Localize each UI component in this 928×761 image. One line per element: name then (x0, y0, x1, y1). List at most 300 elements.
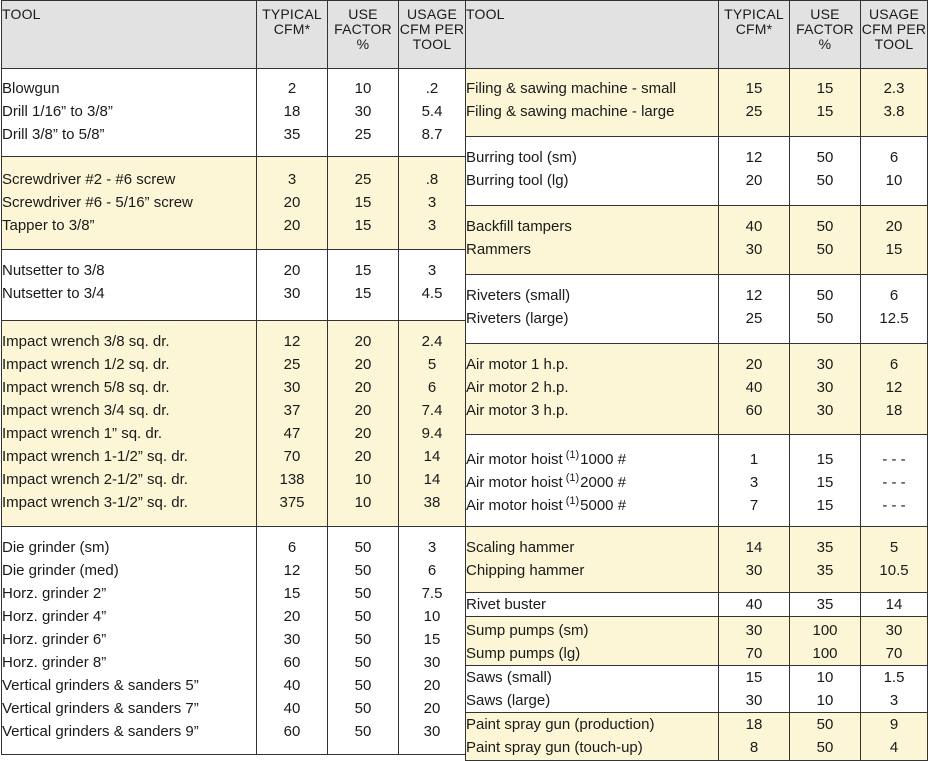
tool-name: Impact wrench 5/8 sq. dr. (2, 379, 170, 396)
tool-name: Nutsetter to 3/4 (2, 285, 105, 302)
tool-name: Saws (small) (466, 669, 552, 686)
usage-cfm-value: 3 (427, 217, 437, 234)
usage-cfm-value: 6 (427, 379, 437, 396)
tool-name: Saws (large) (466, 692, 551, 709)
use-factor-value: 50 (816, 287, 834, 304)
usage-cfm-value: - - - (882, 474, 906, 491)
use-factor-value: 15 (354, 285, 372, 302)
usage-cfm-cell (399, 527, 466, 755)
header-line: TOOL (874, 36, 914, 52)
tool-name: Impact wrench 2-1/2” sq. dr. (2, 471, 188, 488)
tool-name: Drill 3/8” to 5/8” (2, 126, 105, 143)
use-factor-value: 50 (354, 677, 372, 694)
typical-cfm-cell (719, 206, 790, 275)
tool-cell (466, 206, 719, 275)
tool-name: Impact wrench 1” sq. dr. (2, 425, 163, 442)
use-factor-value: 100 (812, 645, 838, 662)
header-line: % (356, 36, 370, 52)
use-factor-value: 15 (816, 497, 834, 514)
tool-cell (466, 617, 719, 666)
tool-cell (2, 157, 257, 250)
table-row-group (466, 275, 928, 344)
typical-cfm-value: 18 (283, 103, 301, 120)
tool-name (466, 494, 718, 517)
typical-cfm-value: 30 (745, 692, 763, 709)
tool-name: Vertical grinders & sanders 5” (2, 677, 199, 694)
header-tool (2, 1, 257, 69)
use-factor-value: 35 (816, 596, 834, 613)
table-row-group (2, 527, 466, 755)
tool-name: Sump pumps (sm) (466, 622, 589, 639)
typical-cfm-value: 60 (745, 402, 763, 419)
use-factor-value: 50 (354, 562, 372, 579)
usage-cfm-value: 9.4 (421, 425, 443, 442)
use-factor-value: 50 (816, 716, 834, 733)
tool-name: Air motor 2 h.p. (466, 379, 569, 396)
typical-cfm-cell (719, 435, 790, 527)
header-tool (466, 1, 719, 69)
typical-cfm-value: 40 (283, 700, 301, 717)
table-row-group (2, 321, 466, 527)
use-factor-value: 20 (354, 425, 372, 442)
typical-cfm-value: 12 (745, 287, 763, 304)
typical-cfm-value: 37 (283, 402, 301, 419)
use-factor-value: 15 (816, 451, 834, 468)
typical-cfm-cell (719, 713, 790, 761)
table-row-group (2, 250, 466, 321)
tool-name: Filing & sawing machine - large (466, 103, 675, 120)
usage-cfm-value: 20 (885, 218, 903, 235)
table-row-group (466, 137, 928, 206)
typical-cfm-value: 6 (287, 539, 297, 556)
typical-cfm-value: 60 (283, 654, 301, 671)
use-factor-cell (790, 275, 861, 344)
typical-cfm-cell (719, 527, 790, 593)
usage-cfm-value: 3 (889, 692, 899, 709)
use-factor-value: 20 (354, 402, 372, 419)
use-factor-value: 50 (816, 149, 834, 166)
use-factor-value: 50 (354, 654, 372, 671)
typical-cfm-value: 12 (283, 562, 301, 579)
table-row-group (466, 435, 928, 527)
typical-cfm-value: 30 (745, 241, 763, 258)
tool-name: Rammers (466, 241, 532, 258)
usage-cfm-value: 14 (423, 471, 441, 488)
tool-cell (466, 593, 719, 617)
usage-cfm-value: 20 (423, 677, 441, 694)
typical-cfm-cell (257, 69, 328, 157)
use-factor-cell (790, 137, 861, 206)
usage-cfm-value: 6 (889, 287, 899, 304)
typical-cfm-value: 15 (283, 585, 301, 602)
usage-cfm-value: 7.4 (421, 402, 443, 419)
usage-cfm-value: 5 (427, 356, 437, 373)
table-row-group (466, 617, 928, 666)
usage-cfm-cell (861, 344, 928, 435)
usage-cfm-value: 70 (885, 645, 903, 662)
typical-cfm-value: 20 (283, 217, 301, 234)
use-factor-value: 50 (354, 723, 372, 740)
typical-cfm-value: 30 (745, 622, 763, 639)
use-factor-value: 15 (354, 194, 372, 211)
usage-cfm-value: 3 (427, 194, 437, 211)
usage-cfm-value: 15 (423, 631, 441, 648)
typical-cfm-cell (719, 617, 790, 666)
usage-cfm-cell (861, 666, 928, 713)
typical-cfm-value: 20 (283, 262, 301, 279)
typical-cfm-value: 18 (745, 716, 763, 733)
typical-cfm-value: 20 (283, 194, 301, 211)
usage-cfm-value: 38 (423, 494, 441, 511)
table-row-group (466, 527, 928, 593)
header-line: TYPICAL (724, 6, 784, 22)
usage-cfm-value: .2 (425, 80, 439, 97)
typical-cfm-value: 25 (283, 356, 301, 373)
use-factor-value: 25 (354, 126, 372, 143)
typical-cfm-value: 35 (283, 126, 301, 143)
use-factor-cell (328, 527, 399, 755)
use-factor-value: 30 (816, 356, 834, 373)
typical-cfm-value: 20 (745, 172, 763, 189)
use-factor-value: 15 (816, 474, 834, 491)
usage-cfm-value: .8 (425, 171, 439, 188)
usage-cfm-cell (861, 593, 928, 617)
usage-cfm-cell (861, 617, 928, 666)
use-factor-cell (790, 713, 861, 761)
typical-cfm-value: 20 (745, 356, 763, 373)
use-factor-value: 30 (354, 103, 372, 120)
tool-name: Nutsetter to 3/8 (2, 262, 105, 279)
tool-name: Paint spray gun (production) (466, 716, 655, 733)
tool-name: Vertical grinders & sanders 9” (2, 723, 199, 740)
typical-cfm-value: 20 (283, 608, 301, 625)
tool-cell (466, 275, 719, 344)
use-factor-cell (790, 527, 861, 593)
tool-name: Horz. grinder 8” (2, 654, 107, 671)
usage-cfm-value: 1.5 (883, 669, 905, 686)
usage-cfm-value: 14 (885, 596, 903, 613)
table-row-group (2, 157, 466, 250)
usage-cfm-value: 2.4 (421, 333, 443, 350)
use-factor-cell (328, 69, 399, 157)
header-line: FACTOR (334, 21, 392, 37)
typical-cfm-value: 40 (283, 677, 301, 694)
tool-name: Paint spray gun (touch-up) (466, 739, 643, 756)
usage-cfm-cell (861, 435, 928, 527)
header-line: CFM* (735, 21, 773, 37)
usage-cfm-value: 5.4 (421, 103, 443, 120)
tool-name: Tapper to 3/8” (2, 217, 95, 234)
usage-cfm-value: 3 (427, 539, 437, 556)
use-factor-value: 10 (354, 494, 372, 511)
typical-cfm-value: 30 (283, 631, 301, 648)
tool-name: Sump pumps (lg) (466, 645, 581, 662)
tool-name: Air motor 1 h.p. (466, 356, 569, 373)
tool-name: Riveters (small) (466, 287, 571, 304)
tool-name: Screwdriver #2 - #6 screw (2, 171, 176, 188)
usage-cfm-cell (861, 137, 928, 206)
table-row-group (2, 69, 466, 157)
table-row-group (466, 713, 928, 761)
usage-cfm-value: 4.5 (421, 285, 443, 302)
usage-cfm-value: 2.3 (883, 80, 905, 97)
header-line: USE (810, 6, 840, 22)
tool-cell (466, 69, 719, 137)
typical-cfm-value: 7 (749, 497, 759, 514)
header-tool-label: TOOL (466, 6, 505, 22)
tool-cell (466, 713, 719, 761)
typical-cfm-cell (719, 137, 790, 206)
tool-name: Burring tool (lg) (466, 172, 569, 189)
usage-cfm-value: 3.8 (883, 103, 905, 120)
tool-name: Blowgun (2, 80, 60, 97)
header-typical-cfm (719, 1, 790, 69)
table-row-group (466, 593, 928, 617)
tool-name-suffix: 5000 # (580, 497, 627, 514)
typical-cfm-value: 15 (745, 669, 763, 686)
typical-cfm-value: 3 (749, 474, 759, 491)
typical-cfm-cell (719, 666, 790, 713)
tool-name: Vertical grinders & sanders 7” (2, 700, 199, 717)
footnote-marker: (1) (565, 495, 580, 507)
tool-name: Filing & sawing machine - small (466, 80, 677, 97)
tool-name: Riveters (large) (466, 310, 569, 327)
use-factor-value: 30 (816, 402, 834, 419)
use-factor-value: 20 (354, 448, 372, 465)
tool-name-suffix: 1000 # (580, 451, 627, 468)
typical-cfm-value: 12 (745, 149, 763, 166)
tool-name: Screwdriver #6 - 5/16” screw (2, 194, 193, 211)
tool-name (466, 471, 718, 494)
usage-cfm-value: 20 (423, 700, 441, 717)
usage-cfm-value: 30 (423, 723, 441, 740)
header-line: CFM PER (399, 21, 465, 37)
tool-cell (2, 69, 257, 157)
use-factor-cell (790, 69, 861, 137)
tool-name: Impact wrench 3/8 sq. dr. (2, 333, 170, 350)
table-row-group (466, 69, 928, 137)
left-table-body (2, 69, 466, 755)
use-factor-value: 50 (354, 631, 372, 648)
tool-cell (466, 137, 719, 206)
tool-name: Die grinder (med) (2, 562, 119, 579)
typical-cfm-cell (257, 250, 328, 321)
usage-cfm-cell (399, 321, 466, 527)
tool-cell (2, 527, 257, 755)
typical-cfm-value: 40 (745, 218, 763, 235)
typical-cfm-value: 47 (283, 425, 301, 442)
tool-name: Backfill tampers (466, 218, 572, 235)
header-use-factor (328, 1, 399, 69)
use-factor-value: 50 (816, 218, 834, 235)
header-line: USAGE (868, 6, 919, 22)
tool-name (466, 448, 718, 471)
tool-name: Horz. grinder 6” (2, 631, 107, 648)
use-factor-value: 50 (354, 608, 372, 625)
header-line: USE (348, 6, 378, 22)
usage-cfm-value: 12.5 (879, 310, 909, 327)
use-factor-value: 10 (354, 471, 372, 488)
typical-cfm-value: 14 (745, 539, 763, 556)
typical-cfm-value: 60 (283, 723, 301, 740)
use-factor-value: 15 (354, 217, 372, 234)
header-line: CFM* (273, 21, 311, 37)
use-factor-value: 15 (354, 262, 372, 279)
usage-cfm-cell (861, 69, 928, 137)
typical-cfm-value: 30 (283, 285, 301, 302)
usage-cfm-value: 30 (423, 654, 441, 671)
header-line: TOOL (412, 36, 452, 52)
use-factor-value: 20 (354, 333, 372, 350)
usage-cfm-value: 18 (885, 402, 903, 419)
use-factor-value: 20 (354, 379, 372, 396)
header-line: USAGE (406, 6, 457, 22)
use-factor-value: 15 (816, 80, 834, 97)
header-tool-label: TOOL (2, 6, 41, 22)
right-table-body (466, 69, 928, 761)
typical-cfm-value: 138 (279, 471, 305, 488)
use-factor-value: 35 (816, 539, 834, 556)
use-factor-value: 50 (354, 539, 372, 556)
use-factor-value: 25 (354, 171, 372, 188)
header-row (466, 1, 928, 69)
table-row-group (466, 344, 928, 435)
use-factor-cell (790, 617, 861, 666)
usage-cfm-value: 12 (885, 379, 903, 396)
table-row-group (466, 206, 928, 275)
typical-cfm-value: 40 (745, 379, 763, 396)
header-typical-cfm (257, 1, 328, 69)
usage-cfm-value: 6 (427, 562, 437, 579)
usage-cfm-value: 14 (423, 448, 441, 465)
tool-name-text: Air motor hoist (466, 474, 563, 491)
tool-name-suffix: 2000 # (580, 474, 627, 491)
typical-cfm-value: 15 (745, 80, 763, 97)
tool-cell (2, 250, 257, 321)
header-usage-cfm (861, 1, 928, 69)
table-row-group (466, 666, 928, 713)
tool-name: Drill 1/16” to 3/8” (2, 103, 113, 120)
typical-cfm-cell (719, 593, 790, 617)
usage-cfm-cell (399, 157, 466, 250)
tool-name: Impact wrench 1/2 sq. dr. (2, 356, 170, 373)
typical-cfm-value: 3 (287, 171, 297, 188)
use-factor-value: 50 (816, 172, 834, 189)
tool-name-text: Air motor hoist (466, 451, 563, 468)
usage-cfm-cell (861, 206, 928, 275)
tool-name: Die grinder (sm) (2, 539, 110, 556)
usage-cfm-value: 15 (885, 241, 903, 258)
use-factor-cell (328, 157, 399, 250)
typical-cfm-cell (257, 527, 328, 755)
use-factor-cell (790, 593, 861, 617)
typical-cfm-value: 1 (749, 451, 759, 468)
usage-cfm-value: 10 (423, 608, 441, 625)
use-factor-value: 100 (812, 622, 838, 639)
typical-cfm-value: 375 (279, 494, 305, 511)
header-row (2, 1, 466, 69)
use-factor-value: 10 (816, 669, 834, 686)
usage-cfm-value: 10.5 (879, 562, 909, 579)
typical-cfm-cell (719, 275, 790, 344)
use-factor-cell (790, 344, 861, 435)
header-line: CFM PER (861, 21, 927, 37)
typical-cfm-cell (257, 157, 328, 250)
typical-cfm-value: 25 (745, 310, 763, 327)
typical-cfm-cell (257, 321, 328, 527)
usage-cfm-cell (399, 69, 466, 157)
usage-cfm-value: - - - (882, 451, 906, 468)
typical-cfm-value: 40 (745, 596, 763, 613)
use-factor-value: 50 (354, 700, 372, 717)
usage-cfm-cell (861, 275, 928, 344)
typical-cfm-value: 70 (745, 645, 763, 662)
tool-name: Impact wrench 3-1/2” sq. dr. (2, 494, 188, 511)
typical-cfm-value: 30 (745, 562, 763, 579)
use-factor-cell (328, 321, 399, 527)
header-line: % (818, 36, 832, 52)
use-factor-cell (328, 250, 399, 321)
usage-cfm-value: 7.5 (421, 585, 443, 602)
use-factor-cell (790, 435, 861, 527)
tool-name-text: Air motor hoist (466, 497, 563, 514)
tool-name: Horz. grinder 2” (2, 585, 107, 602)
tool-name: Scaling hammer (466, 539, 575, 556)
header-use-factor (790, 1, 861, 69)
header-line: TYPICAL (262, 6, 322, 22)
usage-cfm-value: 6 (889, 356, 899, 373)
use-factor-value: 50 (816, 241, 834, 258)
typical-cfm-value: 8 (749, 739, 759, 756)
usage-cfm-value: 3 (427, 262, 437, 279)
tool-name: Impact wrench 1-1/2” sq. dr. (2, 448, 188, 465)
use-factor-value: 50 (354, 585, 372, 602)
footnote-marker: (1) (565, 449, 580, 461)
tool-name: Air motor 3 h.p. (466, 402, 569, 419)
tool-cell (466, 344, 719, 435)
typical-cfm-value: 12 (283, 333, 301, 350)
typical-cfm-cell (719, 69, 790, 137)
usage-cfm-value: 8.7 (421, 126, 443, 143)
usage-cfm-value: - - - (882, 497, 906, 514)
use-factor-value: 10 (816, 692, 834, 709)
usage-cfm-value: 9 (889, 716, 899, 733)
use-factor-value: 50 (816, 310, 834, 327)
right-table (465, 0, 928, 761)
use-factor-value: 30 (816, 379, 834, 396)
typical-cfm-cell (719, 344, 790, 435)
usage-cfm-value: 5 (889, 539, 899, 556)
use-factor-cell (790, 206, 861, 275)
typical-cfm-value: 70 (283, 448, 301, 465)
use-factor-value: 50 (816, 739, 834, 756)
usage-cfm-value: 6 (889, 149, 899, 166)
usage-cfm-cell (861, 713, 928, 761)
tool-name: Impact wrench 3/4 sq. dr. (2, 402, 170, 419)
use-factor-value: 20 (354, 356, 372, 373)
use-factor-value: 10 (354, 80, 372, 97)
use-factor-cell (790, 666, 861, 713)
use-factor-value: 35 (816, 562, 834, 579)
tool-name: Burring tool (sm) (466, 149, 577, 166)
tool-name: Rivet buster (466, 596, 547, 613)
tool-cell (2, 321, 257, 527)
usage-cfm-value: 4 (889, 739, 899, 756)
header-line: FACTOR (796, 21, 854, 37)
typical-cfm-value: 25 (745, 103, 763, 120)
tool-cell (466, 527, 719, 593)
usage-cfm-cell (399, 250, 466, 321)
